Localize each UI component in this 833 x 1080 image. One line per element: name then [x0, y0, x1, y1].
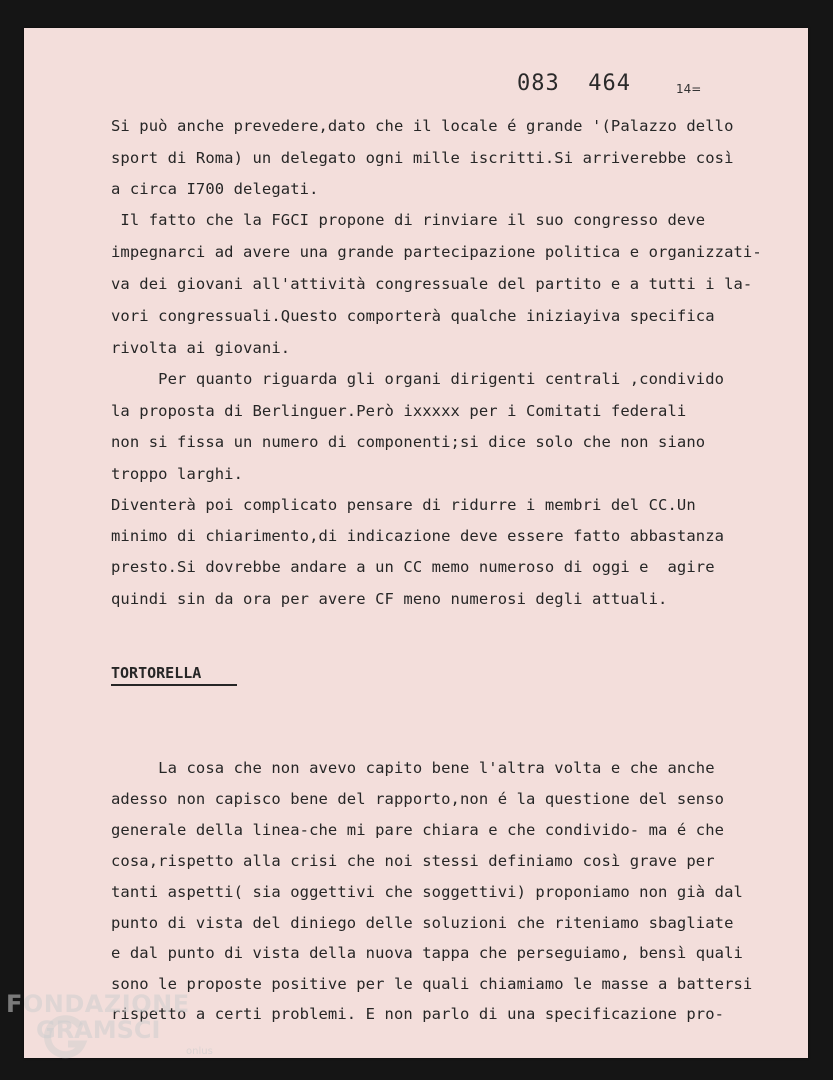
text-line: punto di vista del diniego delle soluzioni che riteniamo sbagliate	[111, 914, 734, 932]
text-line: sport di Roma) un delegato ogni mille iscritti.Si arriverebbe così	[111, 149, 734, 167]
watermark-line1: FONDAZIONE	[6, 990, 190, 1018]
text-line: tanti aspetti( sia oggettivi che soggettivi) proponiamo non già dal	[111, 883, 743, 901]
text-line: la proposta di Berlinguer.Però ixxxxx per i Comitati federali	[111, 402, 687, 420]
text-line: minimo di chiarimento,di indicazione deve essere fatto abbastanza	[111, 527, 725, 545]
text-line: quindi sin da ora per avere CF meno numerosi degli attuali.	[111, 590, 668, 608]
text-line: troppo larghi.	[111, 465, 244, 483]
text-line: non si fissa un numero di componenti;si dice solo che non siano	[111, 433, 706, 451]
watermark-suffix: onlus	[186, 1046, 213, 1057]
watermark-logo	[6, 990, 216, 1070]
text-line: cosa,rispetto alla crisi che noi stessi definiamo così grave per	[111, 852, 715, 870]
page-mark: 14=	[676, 82, 702, 96]
text-line: a circa I700 delegati.	[111, 180, 319, 198]
text-line: Diventerà poi complicato pensare di ridurre i membri del CC.Un	[111, 496, 696, 514]
text-line: sono le proposte positive per le quali chiamiamo le masse a battersi	[111, 975, 753, 993]
document-number: 083 464	[517, 71, 631, 96]
text-line: Il fatto che la FGCI propone di rinviare il suo congresso deve	[111, 211, 706, 229]
text-line: Si può anche prevedere,dato che il locale é grande '(Palazzo dello	[111, 117, 734, 135]
text-line: presto.Si dovrebbe andare a un CC memo numeroso di oggi e agire	[111, 558, 715, 576]
text-line: Per quanto riguarda gli organi dirigenti centrali ,condivido	[111, 370, 725, 388]
text-line: vori congressuali.Questo comporterà qualche iniziayiva specifica	[111, 307, 715, 325]
text-line: rivolta ai giovani.	[111, 339, 291, 357]
text-line: rispetto a certi problemi. E non parlo di una specificazione pro-	[111, 1005, 725, 1023]
text-line: adesso non capisco bene del rapporto,non é la questione del senso	[111, 790, 725, 808]
text-line: generale della linea-che mi pare chiara e che condivido- ma é che	[111, 821, 725, 839]
watermark-line2: GRAMSCI	[36, 1016, 161, 1044]
text-line: va dei giovani all'attività congressuale del partito e a tutti i la-	[111, 275, 753, 293]
text-line: e dal punto di vista della nuova tappa che perseguiamo, bensì quali	[111, 944, 743, 962]
speaker-heading: TORTORELLA	[111, 664, 237, 686]
text-line: impegnarci ad avere una grande partecipazione politica e organizzati-	[111, 243, 762, 261]
text-line: La cosa che non avevo capito bene l'altra volta e che anche	[111, 759, 715, 777]
